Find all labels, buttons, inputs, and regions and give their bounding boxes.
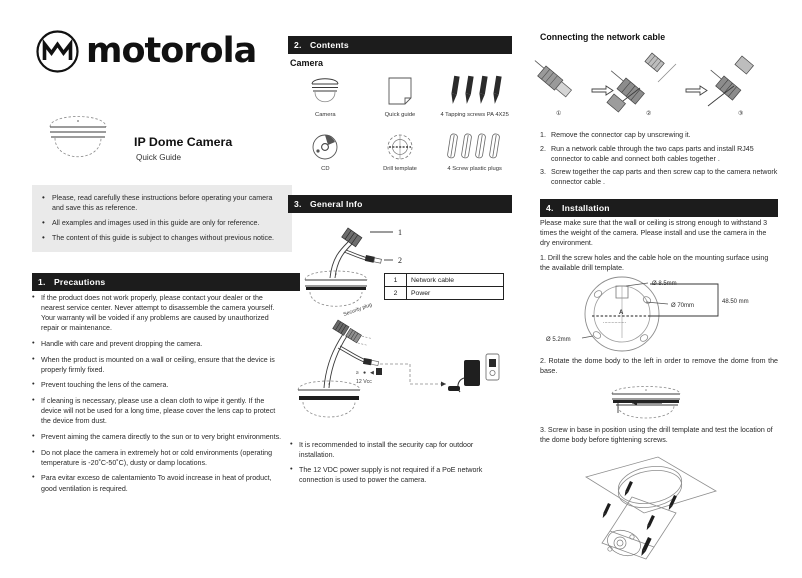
middle-column bbox=[288, 0, 512, 578]
security-plug-label: Security plug bbox=[342, 301, 373, 318]
list-item: • Please, read carefully these instructions before operating your camera and save this as reference. bbox=[42, 193, 282, 213]
page-subtitle: Quick Guide bbox=[136, 153, 182, 162]
general-info-notes bbox=[290, 440, 506, 490]
motorola-m-logo-icon bbox=[36, 30, 79, 73]
page-title: IP Dome Camera bbox=[134, 135, 233, 149]
section-number: 4. bbox=[546, 202, 554, 213]
section-header-precautions bbox=[32, 273, 300, 291]
brand-logo bbox=[36, 30, 256, 73]
network-cable-steps-diagram bbox=[540, 48, 778, 128]
contents-item-drill-template bbox=[363, 128, 438, 174]
dim-hole-top: Ø 8.5mm bbox=[652, 281, 677, 287]
contents-item-caption: Quick guide bbox=[384, 112, 416, 118]
list-item: • Handle with care and prevent dropping the camera. bbox=[32, 339, 284, 349]
list-item: • Prevent aiming the camera directly to the sun or to very bright environments. bbox=[32, 432, 284, 442]
dome-camera-icon bbox=[305, 74, 345, 108]
dim-width: 48.50 mm bbox=[722, 299, 749, 305]
drill-template-icon bbox=[383, 128, 417, 162]
list-item: • If the product does not work properly, please contact your dealer or the nearest service center. Never attempt to disassemble the camera yourself. Your warranty will be voided if any problems are caused by unauthorized repair or maintenance. bbox=[32, 293, 284, 334]
contents-grid bbox=[288, 74, 512, 173]
cable-index: 2 bbox=[385, 287, 407, 300]
section-title: Contents bbox=[310, 39, 349, 50]
section-number: 3. bbox=[294, 198, 302, 209]
section-header-installation bbox=[540, 199, 778, 217]
list-item: • It is recommended to install the security cap for outdoor installation. bbox=[290, 440, 506, 460]
installation-step-2: 2. Rotate the dome body to the left in order to remove the dome from the base. bbox=[540, 357, 778, 376]
notice-list bbox=[42, 193, 282, 243]
cable-label: Network cable bbox=[407, 274, 504, 287]
svg-text:≥: ≥ bbox=[356, 370, 359, 376]
ceiling-mount-diagram bbox=[540, 455, 778, 565]
installation-intro: Please make sure that the wall or ceiling is strong enough to withstand 3 times the weight of the camera. Please install and use the camera in the dry environment. bbox=[540, 219, 768, 248]
list-item: • If cleaning is necessary, please use a clean cloth to wipe it gently. If the device will not be used for a long time, please cover the lens cap to protect the device from dust. bbox=[32, 396, 284, 426]
list-item: • All examples and images used in this guide are only for reference. bbox=[42, 218, 282, 228]
contents-item-quick-guide bbox=[363, 74, 438, 120]
contents-item-caption: CD bbox=[321, 165, 330, 172]
installation-step-3: 3. Screw in base in position using the drill template and test the location of the dome body before tightening screws. bbox=[540, 426, 773, 445]
drill-template-diagram bbox=[540, 272, 778, 354]
network-cable-title: Connecting the network cable bbox=[540, 32, 666, 42]
section-number: 2. bbox=[294, 39, 302, 50]
dim-circle: Ø 70mm bbox=[671, 303, 695, 309]
power-connection-diagram bbox=[288, 301, 512, 437]
contents-item-cd bbox=[288, 128, 363, 174]
callout-1: 1 bbox=[398, 228, 402, 237]
plastic-plugs-icon bbox=[444, 128, 506, 162]
list-item: • The 12 VDC power supply is not required if a PoE network connection is used to power the camera. bbox=[290, 465, 506, 485]
svg-text:●: ● bbox=[363, 370, 367, 376]
cable-legend-table bbox=[384, 273, 504, 300]
list-item: Screw together the cap parts and then screw cap to the camera network connector cable . bbox=[551, 168, 778, 187]
section-title: Precautions bbox=[54, 276, 106, 287]
power-label: 12 Vcc bbox=[356, 379, 372, 385]
installation-step-1: 1. Drill the screw holes and the cable hole on the mounting surface using the available drill template. bbox=[540, 254, 769, 273]
cable-label: Power bbox=[407, 287, 504, 300]
list-item: Run a network cable through the two caps parts and install RJ45 connector to cable and connect both cables together . bbox=[551, 144, 754, 163]
cable-index: 1 bbox=[385, 274, 407, 287]
right-column bbox=[540, 0, 778, 578]
contents-item-caption: 4 Tapping screws PA 4X25 bbox=[440, 112, 509, 118]
list-item: • Prevent touching the lens of the camera. bbox=[32, 380, 284, 390]
network-cable-steps bbox=[540, 130, 778, 191]
step-marker-3: ③ bbox=[738, 111, 744, 117]
step-marker-1: ① bbox=[556, 111, 562, 117]
list-item: Remove the connector cap by unscrewing it. bbox=[551, 131, 691, 139]
section-number: 1. bbox=[38, 276, 46, 287]
list-item: • Do not place the camera in extremely hot or cold environments (operating temperature is -20˚C-50˚C), dusty or damp locations. bbox=[32, 448, 284, 468]
contents-item-tapping-screws bbox=[437, 74, 512, 120]
table-row bbox=[385, 287, 504, 300]
list-item: • The content of this guide is subject to changes without previous notice. bbox=[42, 233, 282, 243]
contents-item-caption: Drill template bbox=[383, 165, 417, 172]
callout-2: 2 bbox=[398, 256, 402, 265]
list-item: • Para evitar exceso de calentamiento To avoid increase in heat of product, good ventilation is required. bbox=[32, 473, 284, 493]
section-title: General Info bbox=[310, 198, 363, 209]
contents-item-caption: Camera bbox=[315, 112, 336, 118]
contents-item-plastic-plugs bbox=[437, 128, 512, 174]
tapping-screws-icon bbox=[444, 74, 506, 108]
contents-item-caption: 4 Screw plastic plugs bbox=[447, 165, 502, 172]
notice-box bbox=[32, 185, 292, 252]
section-title: Installation bbox=[562, 202, 610, 213]
contents-group-label: Camera bbox=[290, 58, 324, 68]
cd-disc-icon bbox=[309, 128, 341, 162]
contents-item-camera bbox=[288, 74, 363, 120]
svg-text:◀: ◀ bbox=[370, 370, 374, 376]
step-marker-2: ② bbox=[646, 111, 652, 117]
svg-text:................: ................ bbox=[603, 319, 627, 325]
hero-block bbox=[38, 105, 288, 171]
center-mark: A bbox=[619, 310, 624, 316]
section-header-contents bbox=[288, 36, 512, 54]
dim-screw-hole: Ø 5.2mm bbox=[546, 337, 571, 343]
section-header-general-info bbox=[288, 195, 512, 213]
document-page-icon bbox=[384, 74, 416, 108]
table-row bbox=[385, 274, 504, 287]
brand-wordmark: motorola bbox=[86, 31, 257, 71]
precautions-list bbox=[32, 293, 284, 499]
left-column bbox=[24, 0, 280, 578]
dome-rotation-diagram bbox=[540, 382, 778, 424]
list-item: • When the product is mounted on a wall or ceiling, ensure that the device is properly firmly fixed. bbox=[32, 355, 284, 375]
